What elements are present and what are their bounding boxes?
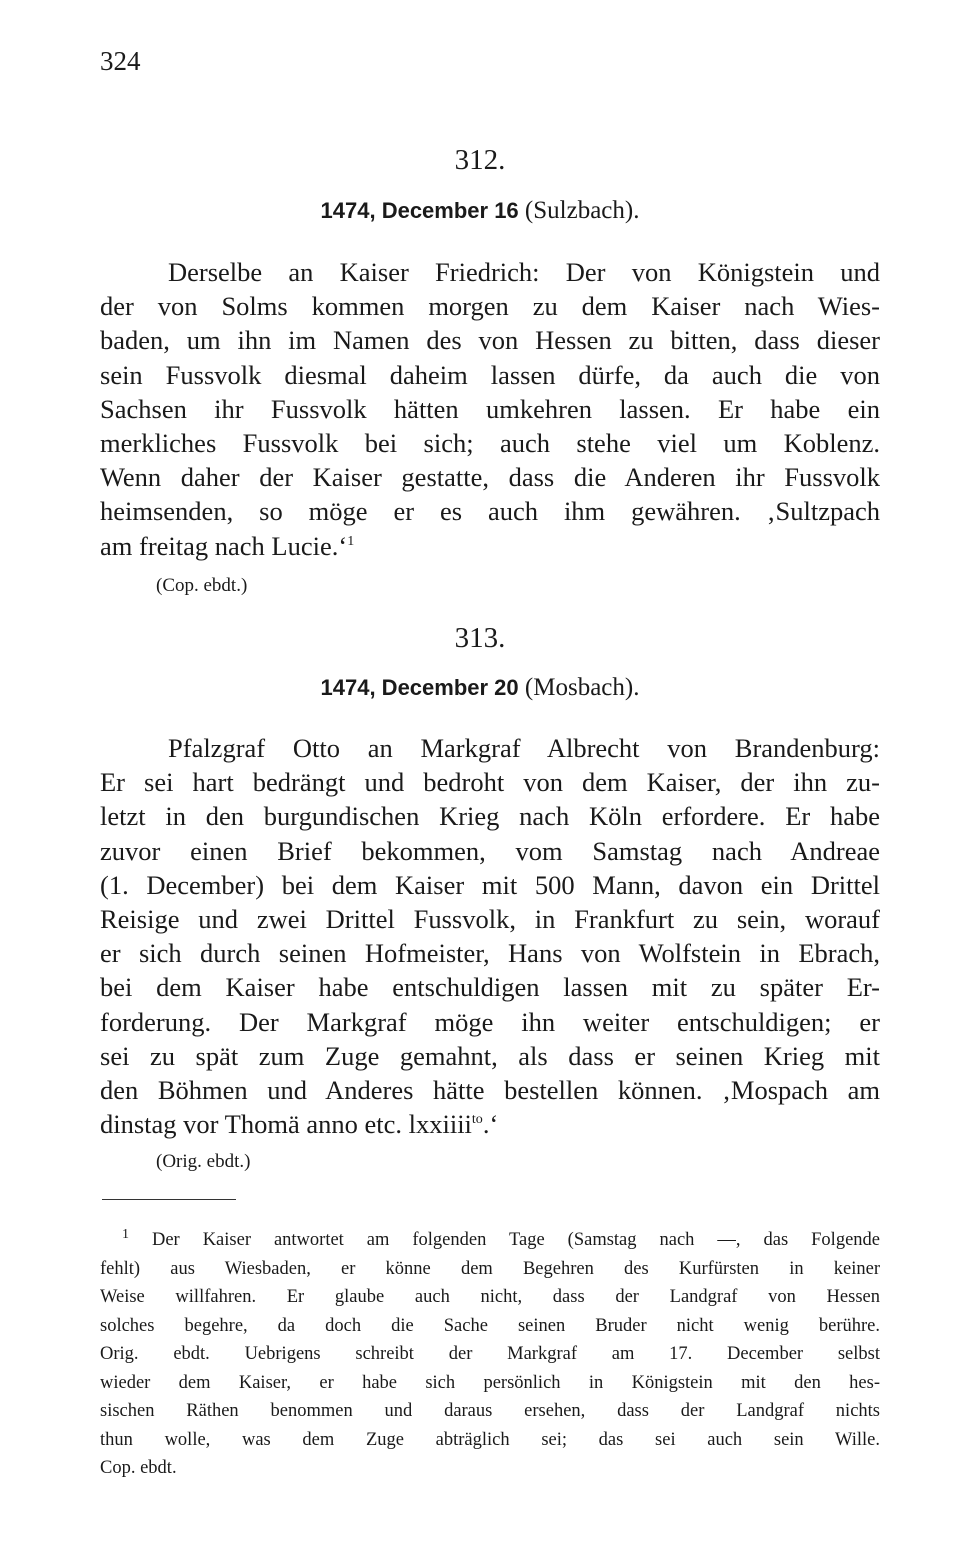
document-summary — [100, 731, 880, 1141]
footnote-line: solches begehre, da doch die Sache seinen Bruder nicht wenig berühre. — [100, 1315, 880, 1336]
footnote-line-first — [100, 1226, 880, 1255]
document-number: 312. — [454, 144, 506, 176]
text-line: sei zu spät zum Zuge gemahnt, als dass er seinen Krieg mit — [100, 1040, 880, 1071]
page-number: 324 — [100, 46, 141, 76]
text-line: er sich durch seinen Hofmeister, Hans von Wolfstein in Ebrach, — [100, 938, 880, 969]
footnote-line: thun wolle, was dem Zuge abträglich sei; das sei auch sein Wille. — [100, 1429, 880, 1450]
text-line: Derselbe an Kaiser Friedrich: Der von Königstein und — [168, 257, 880, 287]
footnote-marker: 1 — [122, 1226, 129, 1242]
text-line-last — [100, 1107, 880, 1141]
text-line: Pfalzgraf Otto an Markgraf Albrecht von Brandenburg: — [168, 733, 880, 763]
footnote-reference: 1 — [347, 533, 355, 549]
footnote-line: Cop. ebdt. — [100, 1458, 177, 1478]
text-line: Er sei hart bedrängt und bedroht von dem Kaiser, der ihn zu- — [100, 767, 880, 798]
text-line: forderung. Der Markgraf möge ihn weiter entschuldigen; er — [100, 1006, 880, 1037]
footnote-line: wieder dem Kaiser, er habe sich persönlich in Königstein mit den hes- — [100, 1372, 880, 1393]
document-place: (Sulzbach). — [524, 197, 640, 224]
footnote-line: Orig. ebdt. Uebrigens schreibt der Markgraf am 17. December selbst — [100, 1344, 880, 1364]
footnote-line: fehlt) aus Wiesbaden, er könne dem Begehren des Kurfürsten in keiner — [100, 1258, 880, 1279]
text-line: baden, um ihn im Namen des von Hessen zu bitten, dass dieser — [100, 325, 880, 356]
text-line: Wenn daher der Kaiser gestatte, dass die Anderen ihr Fussvolk — [100, 462, 880, 493]
text-line: (1. December) bei dem Kaiser mit 500 Mann, davon ein Drittel — [100, 869, 880, 900]
footnote-line: Der Kaiser antwortet am folgenden Tage (Samstag nach —, das Folgende — [151, 1230, 880, 1250]
text-line: sein Fussvolk diesmal daheim lassen dürfe, da auch die von — [100, 359, 880, 390]
document-date: 1474, December 16 — [320, 198, 519, 223]
text-line-last — [100, 529, 880, 563]
footnote-divider — [102, 1199, 236, 1200]
document-date-line — [0, 674, 960, 702]
document-place: (Mosbach). — [524, 674, 640, 701]
footnote — [100, 1226, 880, 1483]
footnote-line: sischen Räthen benommen und daraus ersehen, dass der Landgraf nichts — [100, 1401, 880, 1421]
text-line: am freitag nach Lucie.‘ — [100, 530, 348, 561]
text-line: der von Solms kommen morgen zu dem Kaiser nach Wies- — [100, 291, 880, 322]
text-line: Sachsen ihr Fussvolk hätten umkehren lassen. Er habe ein — [100, 393, 880, 424]
footnote-line: Weise willfahren. Er glaube auch nicht, dass der Landgraf von Hessen — [100, 1287, 880, 1307]
text-line: zuvor einen Brief bekommen, vom Samstag nach Andreae — [100, 835, 880, 866]
source-note: (Orig. ebdt.) — [156, 1151, 251, 1172]
text-line: dinstag vor Thomä anno etc. lxxiiii — [100, 1109, 472, 1140]
text-line: merkliches Fussvolk bei sich; auch stehe viel um Koblenz. — [100, 427, 880, 458]
source-note: (Cop. ebdt.) — [156, 575, 248, 596]
text-line-end: .‘ — [482, 1109, 499, 1140]
text-line: letzt in den burgundischen Krieg nach Köln erfordere. Er habe — [100, 801, 880, 832]
text-line: Reisige und zwei Drittel Fussvolk, in Frankfurt zu sein, worauf — [100, 903, 880, 934]
document-number: 313. — [454, 622, 506, 654]
document-summary — [100, 255, 880, 563]
text-line: heimsenden, so möge er es auch ihm gewähren. ‚Sultzpach — [100, 496, 880, 527]
document-date-line — [0, 197, 960, 225]
text-line: bei dem Kaiser habe entschuldigen lassen mit zu später Er- — [100, 972, 880, 1003]
document-date: 1474, December 20 — [320, 675, 519, 700]
superscript-suffix: to — [471, 1112, 483, 1128]
text-line: den Böhmen und Anderes hätte bestellen können. ‚Mospach am — [100, 1074, 880, 1105]
